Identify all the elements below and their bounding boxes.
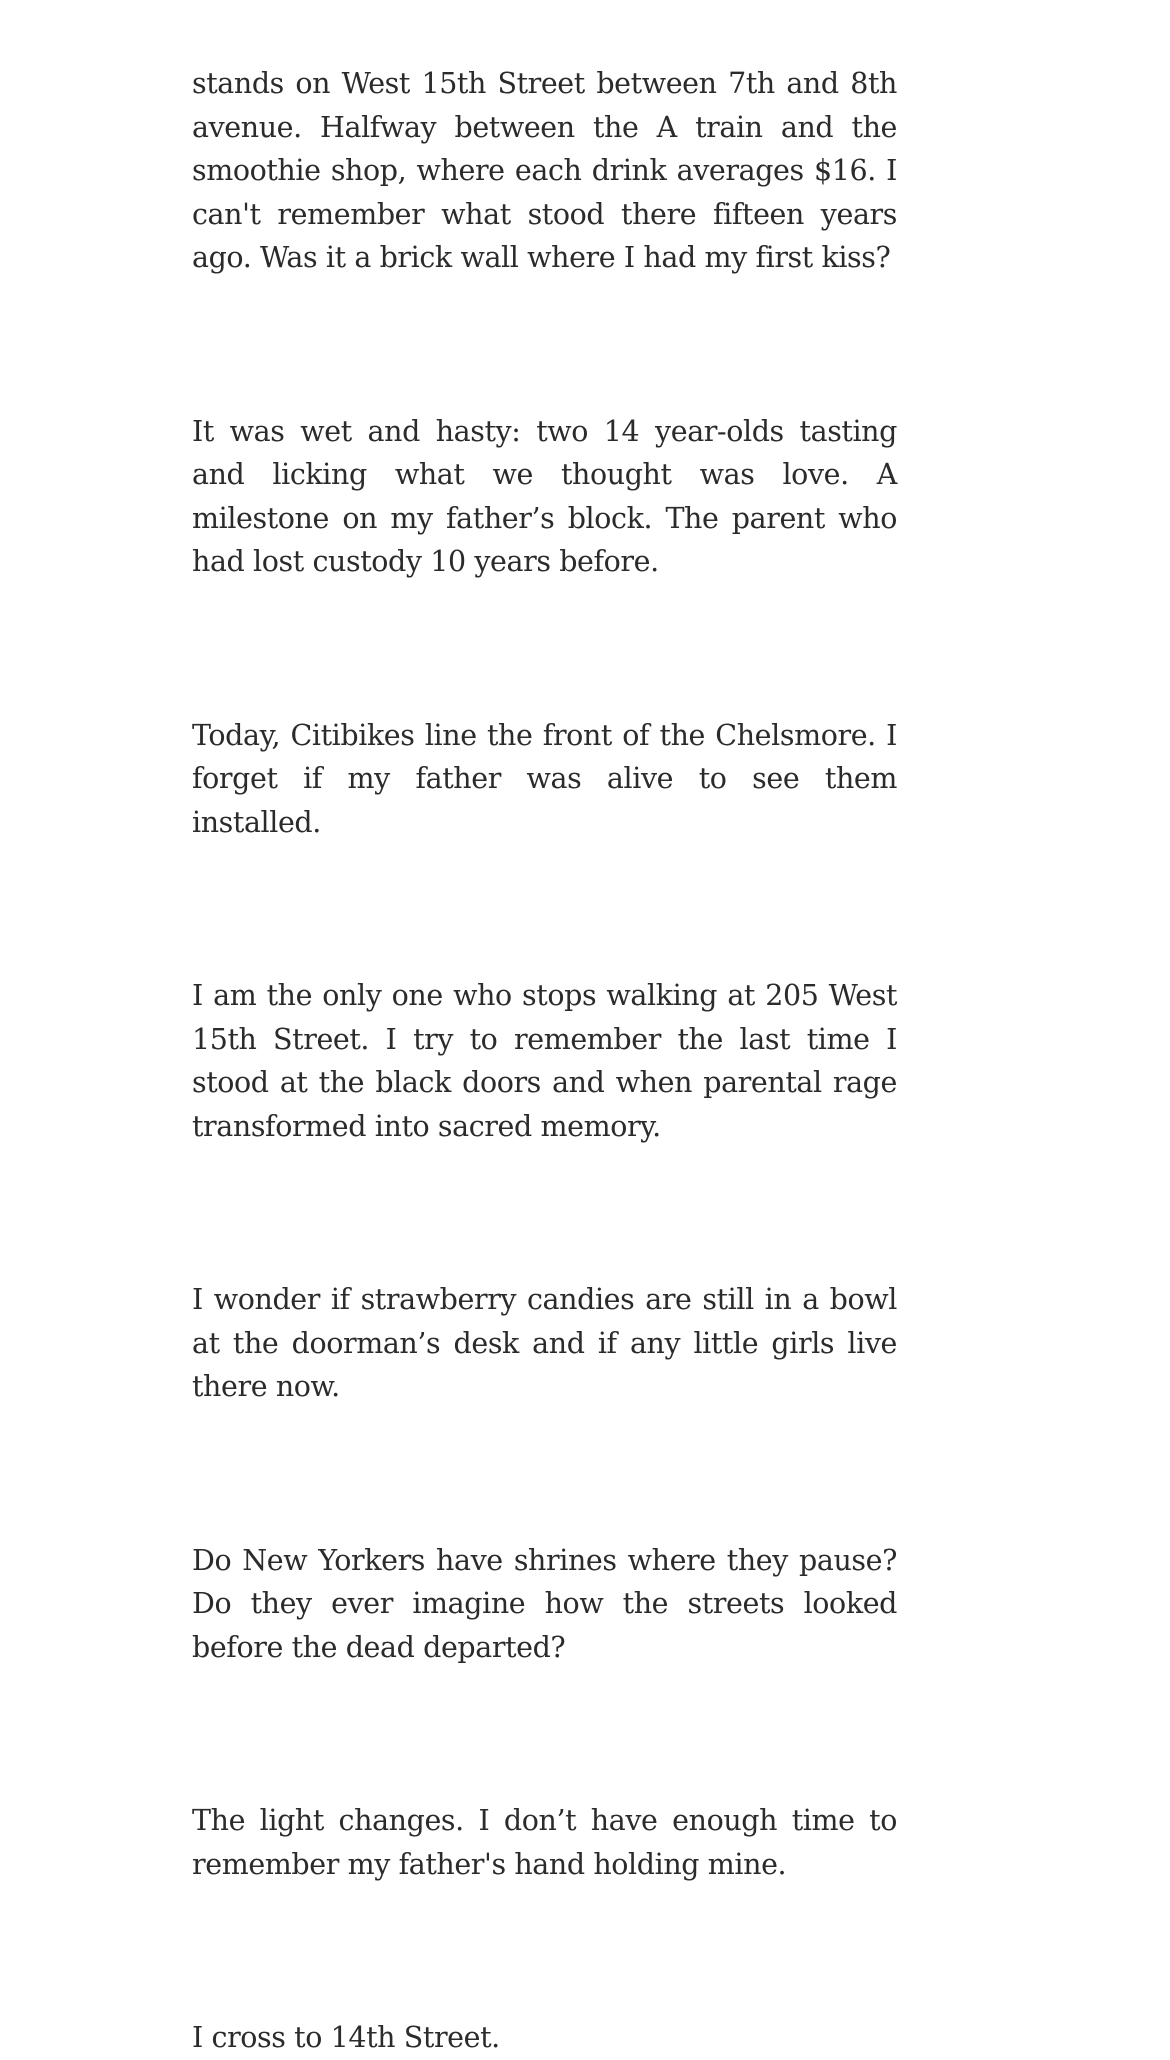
paragraph: Do New Yorkers have shrines where they pause? Do they ever imagine how the streets looked before the dead departed?	[192, 1543, 897, 1664]
text-column	[192, 62, 897, 2060]
paragraph: It was wet and hasty: two 14 year-olds tasting and licking what we thought was love. A milestone on my father’s block. The parent who had lost custody 10 years before.	[192, 414, 897, 578]
paragraph: Today, Citibikes line the front of the Chelsmore. I forget if my father was alive to see them installed.	[192, 718, 897, 839]
paragraph: The light changes. I don’t have enough time to remember my father's hand holding mine.	[192, 1804, 897, 1881]
paragraph: stands on West 15th Street between 7th and 8th avenue. Halfway between the A train and the smoothie shop, where each drink averages $16. I can't remember what stood there fifteen years ago. Was it a brick wall where I had my first kiss?	[192, 67, 897, 274]
paragraph: I wonder if strawberry candies are still in a bowl at the doorman’s desk and if any little girls live there now.	[192, 1283, 897, 1403]
paragraph: I am the only one who stops walking at 205 West 15th Street. I try to remember the last time I stood at the black doors and when parental rage transformed into sacred memory.	[192, 979, 897, 1143]
paragraph: I cross to 14th Street.	[192, 2021, 500, 2054]
